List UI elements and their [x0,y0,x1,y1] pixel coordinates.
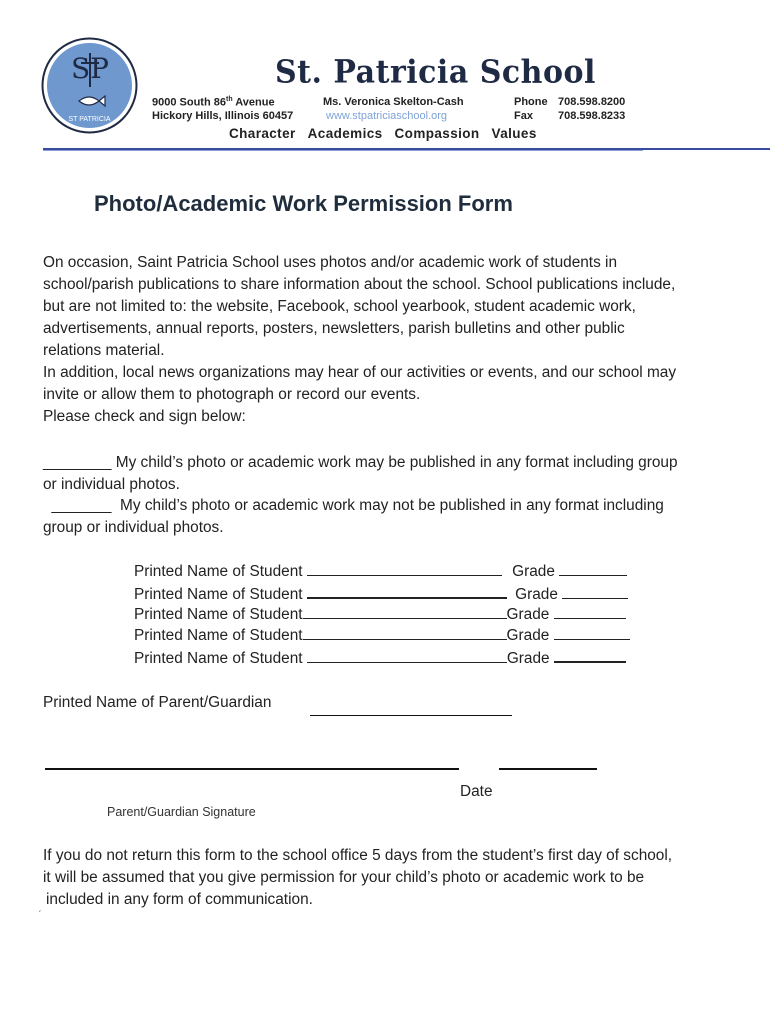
student-name-field[interactable] [307,561,502,576]
intro-line: invite or allow them to photograph or record our events. [43,386,421,403]
signature-label: Parent/Guardian Signature [107,805,256,819]
form-title: Photo/Academic Work Permission Form [94,191,513,216]
grade-field[interactable] [562,584,628,599]
value-values: Values [491,126,537,141]
intro-paragraph [43,252,733,428]
student-row: Printed Name of Student Grade [134,583,628,604]
intro-line: In addition, local news organizations may hear of our activities or events, and our school may [43,364,677,381]
address-line-1: 9000 South 86th Avenue [152,96,275,109]
intro-line: school/parish publications to share information about the school. School publications include, [43,276,676,293]
value-character: Character [229,126,296,141]
date-field[interactable] [499,768,597,770]
logo-letters: SP [70,52,110,85]
date-label: Date [460,783,493,800]
principal-name: Ms. Veronica Skelton-Cash [323,96,464,108]
phone-number: 708.598.8200 [558,96,626,108]
student-name-field[interactable] [307,583,507,599]
grade-field[interactable] [559,561,627,576]
fax-number: 708.598.8233 [558,110,626,122]
parent-name-field[interactable] [310,715,512,716]
grade-field[interactable] [554,604,626,619]
option-deny[interactable]: _______ My child’s photo or academic work may not be published in any format including group or individual photos. [43,497,664,536]
stray-mark: ˏ [38,902,42,913]
intro-line: advertisements, annual reports, posters, newsletters, parish bulletins and other public [43,320,625,337]
signature-field[interactable] [45,768,459,770]
parent-name-label: Printed Name of Parent/Guardian [43,694,272,711]
value-academics: Academics [307,126,383,141]
address-line-2: Hickory Hills, Illinois 60457 [152,110,294,122]
student-row: Printed Name of Student Grade [134,647,626,668]
website-link[interactable]: www.stpatriciaschool.org [326,110,448,122]
option-permit[interactable]: ________ My child’s photo or academic work may be published in any format including group or individual photos. [43,454,678,493]
intro-line: but are not limited to: the website, Facebook, school yearbook, student academic work, [43,298,636,315]
student-row: Printed Name of Student Grade [134,625,630,645]
student-name-field[interactable] [303,625,507,640]
school-values [229,126,549,141]
value-compassion: Compassion [394,126,480,141]
phone-label: Phone [514,96,548,108]
student-name-field[interactable] [303,604,507,619]
logo-caption: ST PATRICIA [68,116,111,123]
footer-paragraph: If you do not return this form to the school office 5 days from the student’s first day of school, it will be assumed that you give permission for your child’s photo or academic work to be included in any form of communication. [43,847,673,908]
header-rule-accent [43,150,643,151]
intro-line: relations material. [43,342,165,359]
student-name-field[interactable] [307,648,507,663]
grade-field[interactable] [554,625,630,640]
student-row: Printed Name of Student Grade [134,561,627,581]
intro-line: Please check and sign below: [43,408,246,425]
grade-field[interactable] [554,647,626,663]
intro-line: On occasion, Saint Patricia School uses photos and/or academic work of students in [43,254,618,271]
school-logo [41,37,138,134]
fax-label: Fax [514,110,533,122]
school-name: St. Patricia School [275,54,596,91]
student-row: Printed Name of Student Grade [134,604,626,624]
